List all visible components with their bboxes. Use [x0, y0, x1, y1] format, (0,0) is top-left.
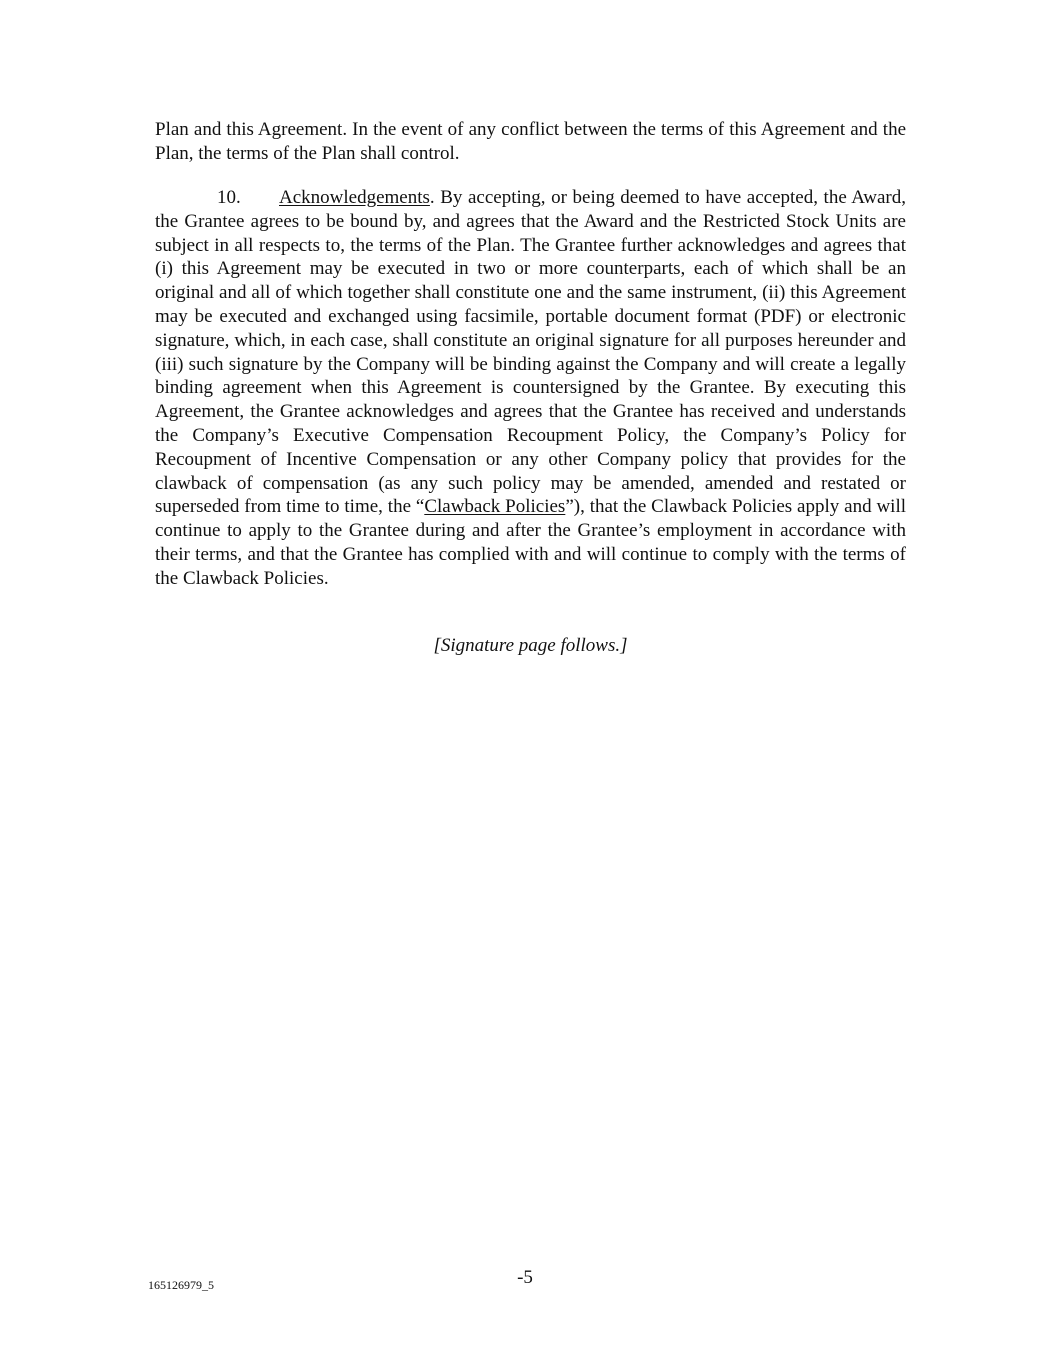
signature-page-note: [Signature page follows.]	[433, 635, 628, 656]
section-heading: Acknowledgements	[279, 187, 430, 208]
section-text-part-1: . By accepting, or being deemed to have accepted, the Award, the Grantee agrees to be bound by, and agrees that the Award and the Restricted Stock Units are subject in all respects to, the terms of the Plan. The Grantee further acknowledges and agrees that (i) this Agreement may be executed in two or more counterparts, each of which shall be an original and all of which together shall constitute one and the same instrument, (ii) this Agreement may be executed and exchanged using facsimile, portable document format (PDF) or electronic signature, which, in each case, shall constitute an original signature for all purposes hereunder and (iii) such signature by the Company will be binding against the Company and will create a legally binding agreement when this Agreement is countersigned by the Grantee. By executing this Agreement, the Grantee acknowledges and agrees that the Grantee has received and understands the Company’s Executive Compensation Recoupment Policy, the Company’s Policy for Recoupment of Incentive Compensation or any other Company policy that provides for the clawback of compensation (as any such policy may be amended, amended and restated or superseded from time to time, the “	[155, 187, 906, 518]
intro-paragraph: Plan and this Agreement. In the event of any conflict between the terms of this Agreement and the Plan, the terms of the Plan shall control.	[155, 119, 906, 164]
page-number: -5	[517, 1267, 533, 1288]
section-10-paragraph	[155, 186, 906, 591]
document-id: 165126979_5	[148, 1278, 214, 1292]
defined-term-clawback-policies: Clawback Policies	[424, 496, 566, 518]
section-text-part-2: ”), that the Clawback Policies apply and will continue to apply to the Grantee during and after the Grantee’s employment in accordance with their terms, and that the Grantee has complied with and will continue to comply with the terms of the Clawback Policies.	[155, 496, 906, 589]
section-number: 10.	[217, 187, 241, 208]
